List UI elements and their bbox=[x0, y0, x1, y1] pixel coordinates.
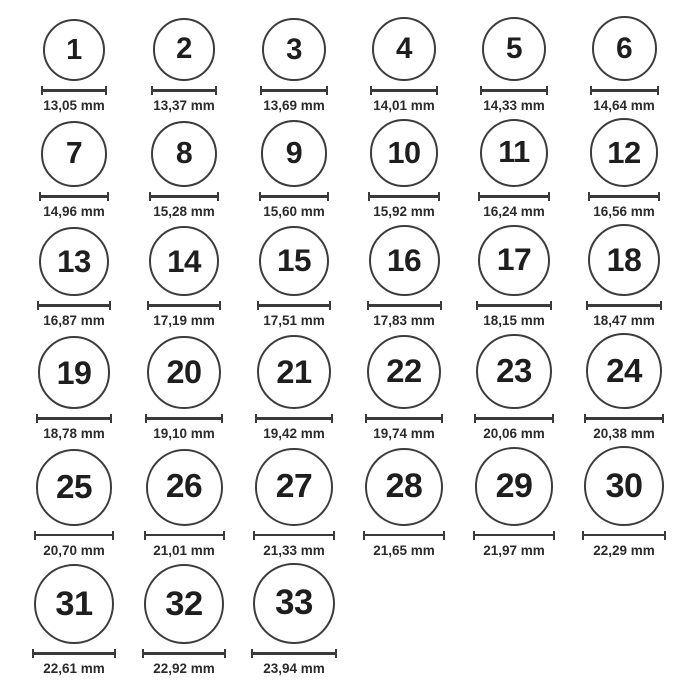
ring-size-cell bbox=[129, 226, 239, 329]
ring-size-cell bbox=[239, 448, 349, 559]
ring-size-cell bbox=[459, 447, 569, 559]
ring-size-cell bbox=[349, 17, 459, 114]
ring-size-cell bbox=[19, 121, 129, 220]
ring-circle bbox=[480, 119, 548, 187]
ring-diameter-label: 20,70 mm bbox=[43, 542, 105, 558]
diameter-dimension-line bbox=[476, 301, 552, 310]
ring-size-cell bbox=[569, 224, 679, 329]
ring-diameter-label: 15,60 mm bbox=[263, 203, 325, 219]
ring-size-cell bbox=[239, 563, 349, 677]
ring-number: 7 bbox=[65, 136, 83, 170]
ring-size-cell bbox=[459, 17, 569, 115]
diameter-dimension-line bbox=[473, 531, 556, 540]
ring-circle bbox=[259, 226, 329, 296]
ring-diameter-label: 17,51 mm bbox=[263, 313, 325, 329]
ring-circle bbox=[586, 333, 662, 409]
diameter-dimension-line bbox=[257, 301, 331, 310]
diameter-dimension-line bbox=[255, 414, 333, 423]
ring-circle bbox=[372, 17, 436, 81]
ring-diameter-label: 15,28 mm bbox=[153, 203, 215, 219]
diameter-dimension-line bbox=[367, 301, 442, 310]
ring-number: 28 bbox=[385, 466, 423, 505]
diameter-dimension-line bbox=[41, 86, 107, 95]
ring-number: 21 bbox=[276, 352, 312, 390]
ring-size-cell bbox=[569, 16, 679, 114]
ring-size-cell bbox=[349, 119, 459, 220]
ring-size-cell bbox=[349, 225, 459, 329]
ring-diameter-label: 19,74 mm bbox=[373, 426, 435, 442]
ring-diameter-label: 13,69 mm bbox=[263, 98, 325, 113]
ring-number: 9 bbox=[285, 136, 303, 171]
diameter-dimension-line bbox=[149, 192, 219, 201]
ring-diameter-label: 22,29 mm bbox=[593, 542, 655, 558]
ring-size-cell bbox=[19, 227, 129, 329]
ring-diameter-label: 21,01 mm bbox=[153, 542, 215, 558]
ring-number: 25 bbox=[55, 468, 93, 506]
ring-size-cell bbox=[19, 19, 129, 114]
ring-circle bbox=[257, 335, 331, 409]
chart-row bbox=[19, 118, 700, 220]
ring-number: 11 bbox=[498, 134, 530, 170]
chart-row bbox=[19, 224, 700, 329]
ring-circle bbox=[144, 564, 225, 645]
ring-size-cell bbox=[459, 334, 569, 442]
ring-circle bbox=[38, 336, 111, 409]
diameter-dimension-line bbox=[34, 531, 114, 540]
ring-size-cell bbox=[459, 225, 569, 330]
ring-number: 32 bbox=[165, 584, 203, 623]
diameter-dimension-line bbox=[584, 414, 664, 423]
ring-number: 18 bbox=[606, 242, 642, 279]
ring-circle bbox=[253, 563, 334, 644]
ring-size-cell bbox=[459, 119, 569, 220]
ring-circle bbox=[482, 17, 546, 81]
ring-number: 23 bbox=[496, 352, 532, 390]
diameter-dimension-line bbox=[480, 86, 548, 95]
ring-size-cell bbox=[569, 446, 679, 559]
ring-number: 27 bbox=[275, 468, 313, 506]
ring-size-cell bbox=[349, 335, 459, 443]
ring-diameter-label: 18,15 mm bbox=[483, 313, 545, 329]
diameter-dimension-line bbox=[144, 531, 225, 540]
ring-diameter-label: 15,92 mm bbox=[373, 203, 435, 219]
ring-diameter-label: 22,92 mm bbox=[153, 661, 215, 677]
ring-diameter-label: 17,19 mm bbox=[153, 313, 215, 329]
ring-size-cell bbox=[239, 120, 349, 220]
diameter-dimension-line bbox=[590, 86, 659, 95]
diameter-dimension-line bbox=[586, 301, 662, 310]
ring-diameter-label: 20,06 mm bbox=[483, 426, 545, 442]
chart-row bbox=[19, 333, 700, 442]
ring-number: 31 bbox=[55, 584, 93, 623]
ring-number: 13 bbox=[57, 243, 91, 279]
diameter-dimension-line bbox=[370, 86, 438, 95]
ring-circle bbox=[369, 225, 440, 296]
diameter-dimension-line bbox=[142, 649, 227, 658]
ring-circle bbox=[36, 449, 112, 525]
ring-number: 20 bbox=[166, 354, 202, 391]
ring-diameter-label: 16,24 mm bbox=[483, 203, 545, 219]
ring-number: 33 bbox=[275, 584, 313, 623]
ring-diameter-label: 21,33 mm bbox=[263, 542, 325, 558]
ring-number: 5 bbox=[505, 31, 522, 65]
ring-diameter-label: 17,83 mm bbox=[373, 313, 435, 329]
diameter-dimension-line bbox=[251, 649, 336, 658]
ring-size-cell bbox=[129, 18, 239, 114]
ring-diameter-label: 13,05 mm bbox=[43, 98, 105, 113]
ring-size-cell bbox=[19, 336, 129, 442]
ring-circle bbox=[149, 226, 219, 296]
chart-row bbox=[19, 446, 700, 559]
ring-circle bbox=[41, 121, 107, 187]
ring-size-cell bbox=[569, 118, 679, 220]
ring-diameter-label: 14,33 mm bbox=[483, 98, 545, 113]
diameter-dimension-line bbox=[368, 192, 439, 201]
ring-circle bbox=[478, 225, 550, 297]
ring-circle bbox=[43, 19, 105, 81]
diameter-dimension-line bbox=[260, 86, 327, 95]
ring-diameter-label: 23,94 mm bbox=[263, 661, 325, 677]
ring-diameter-label: 22,61 mm bbox=[43, 661, 105, 677]
ring-number: 29 bbox=[495, 467, 533, 506]
ring-number: 1 bbox=[66, 33, 82, 66]
ring-circle bbox=[584, 446, 663, 525]
chart-row bbox=[19, 16, 700, 114]
ring-size-cell bbox=[129, 121, 239, 220]
chart-row bbox=[19, 563, 700, 677]
ring-circle bbox=[34, 564, 114, 644]
ring-number: 14 bbox=[167, 243, 201, 279]
ring-size-cell bbox=[19, 449, 129, 559]
diameter-dimension-line bbox=[253, 531, 335, 540]
ring-size-cell bbox=[239, 18, 349, 114]
diameter-dimension-line bbox=[147, 301, 221, 310]
ring-number: 12 bbox=[607, 134, 641, 170]
ring-number: 24 bbox=[606, 352, 642, 390]
ring-number: 26 bbox=[165, 468, 203, 506]
diameter-dimension-line bbox=[365, 414, 444, 423]
ring-number: 15 bbox=[276, 242, 312, 279]
ring-number: 22 bbox=[386, 352, 422, 390]
ring-circle bbox=[588, 224, 660, 296]
ring-number: 16 bbox=[386, 241, 422, 278]
ring-diameter-label: 18,47 mm bbox=[593, 313, 655, 329]
ring-diameter-label: 16,56 mm bbox=[593, 203, 655, 219]
ring-size-cell bbox=[129, 564, 239, 678]
diameter-dimension-line bbox=[478, 192, 550, 201]
ring-size-cell bbox=[129, 336, 239, 443]
diameter-dimension-line bbox=[39, 192, 109, 201]
ring-circle bbox=[146, 449, 223, 526]
diameter-dimension-line bbox=[37, 301, 110, 310]
diameter-dimension-line bbox=[588, 192, 661, 201]
ring-number: 3 bbox=[286, 32, 302, 66]
ring-diameter-label: 14,01 mm bbox=[373, 98, 435, 113]
diameter-dimension-line bbox=[145, 414, 222, 423]
ring-circle bbox=[153, 18, 216, 81]
ring-number: 30 bbox=[605, 466, 643, 505]
ring-circle bbox=[151, 121, 217, 187]
ring-circle bbox=[590, 118, 659, 187]
ring-diameter-label: 21,97 mm bbox=[483, 542, 545, 558]
diameter-dimension-line bbox=[151, 86, 218, 95]
diameter-dimension-line bbox=[363, 531, 445, 540]
ring-number: 10 bbox=[387, 135, 421, 170]
ring-size-cell bbox=[349, 448, 459, 559]
ring-circle bbox=[592, 16, 657, 81]
ring-diameter-label: 14,96 mm bbox=[43, 203, 105, 219]
ring-circle bbox=[365, 448, 443, 526]
ring-number: 2 bbox=[176, 33, 192, 66]
ring-diameter-label: 16,87 mm bbox=[43, 313, 105, 329]
diameter-dimension-line bbox=[32, 649, 116, 658]
ring-circle bbox=[261, 120, 328, 187]
ring-circle bbox=[262, 18, 325, 81]
ring-number: 19 bbox=[56, 354, 92, 391]
ring-number: 8 bbox=[175, 136, 193, 170]
ring-size-cell bbox=[129, 449, 239, 559]
ring-diameter-label: 13,37 mm bbox=[153, 98, 215, 113]
ring-size-cell bbox=[19, 564, 129, 677]
diameter-dimension-line bbox=[259, 192, 330, 201]
ring-number: 6 bbox=[615, 31, 633, 65]
ring-circle bbox=[370, 119, 437, 186]
ring-number: 4 bbox=[396, 32, 412, 66]
ring-circle bbox=[255, 448, 333, 526]
diameter-dimension-line bbox=[36, 414, 113, 423]
ring-diameter-label: 19,10 mm bbox=[153, 426, 215, 442]
ring-circle bbox=[475, 447, 554, 526]
ring-diameter-label: 19,42 mm bbox=[263, 426, 325, 442]
ring-diameter-label: 14,64 mm bbox=[593, 98, 655, 113]
ring-circle bbox=[39, 227, 108, 296]
ring-diameter-label: 20,38 mm bbox=[593, 426, 655, 442]
ring-size-cell bbox=[239, 226, 349, 330]
ring-size-cell bbox=[569, 333, 679, 442]
ring-circle bbox=[367, 335, 442, 410]
diameter-dimension-line bbox=[474, 414, 553, 423]
diameter-dimension-line bbox=[582, 531, 665, 540]
ring-number: 17 bbox=[496, 241, 532, 278]
ring-circle bbox=[476, 334, 551, 409]
ring-diameter-label: 18,78 mm bbox=[43, 426, 105, 442]
ring-circle bbox=[147, 336, 220, 409]
ring-size-cell bbox=[239, 335, 349, 442]
ring-diameter-label: 21,65 mm bbox=[373, 542, 435, 558]
